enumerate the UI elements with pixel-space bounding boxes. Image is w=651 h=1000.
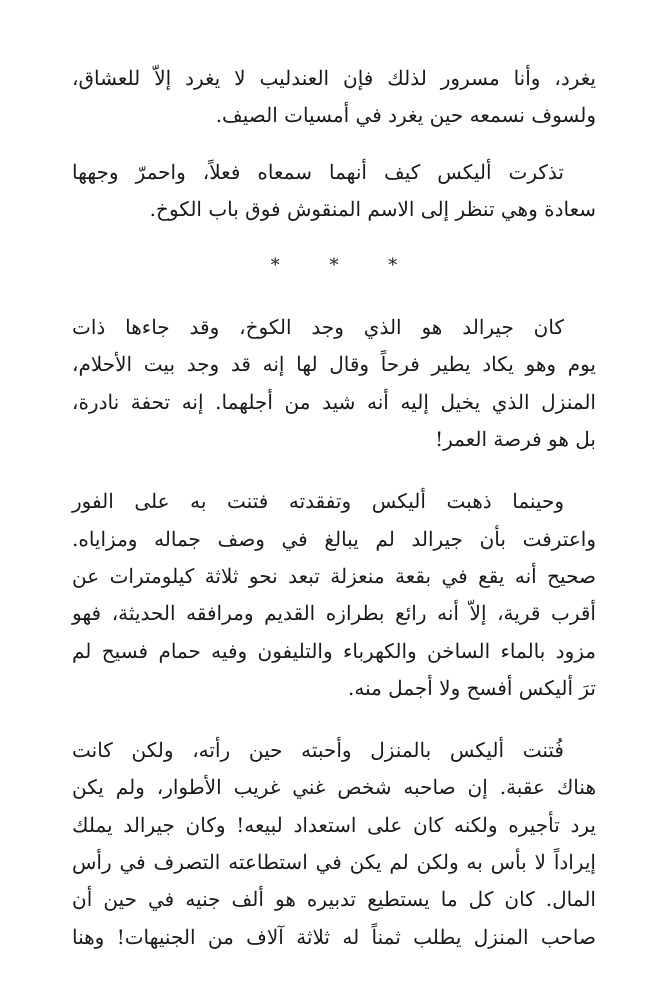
paragraph-5	[72, 732, 596, 956]
text-line: صاحب المنزل يطلب ثمناً له ثلاثة آلاف من الجنيهات! وهنا	[72, 924, 596, 949]
text-line: يغرد، وأنا مسرور لذلك فإن العندليب لا يغرد إلاّ للعشاق،	[72, 66, 596, 90]
text-line: ولسوف نسمعه حين يغرد في أمسيات الصيف.	[215, 103, 596, 128]
paragraph-2	[72, 154, 596, 229]
text-line: إيراداً لا بأس به ولكن لم يكن في استطاعته التصرف في رأس	[72, 850, 596, 875]
text-line: المال. كان كل ما يستطيع تدبيره هو ألف جنيه في حين أن	[72, 887, 596, 912]
text-line: مزود بالماء الساخن والكهرباء والتليفون وفيه حمام فسيح لم	[72, 638, 596, 663]
text-line: يوم وهو يكاد يطير فرحاً وقال لها إنه قد وجد بيت الأحلام،	[72, 352, 596, 377]
text-line: يرد تأجيره ولكنه كان على استعداد لبيعه! وكان جيرالد يملك	[72, 812, 596, 837]
text-line: سعادة وهي تنظر إلى الاسم المنقوش فوق باب الكوخ.	[149, 196, 596, 221]
text-line: ترَ أليكس أفسح ولا أجمل منه.	[347, 675, 596, 700]
text-line: تذكرت أليكس كيف أنهما سمعاه فعلاً، واحمرّ وجهها	[72, 159, 564, 184]
paragraph-4	[72, 483, 596, 707]
text-line: أقرب قرية، إلاّ أنه رائع بطرازه القديم ومرافقه الحديثة، فهو	[72, 601, 596, 626]
text-line: صحيح أنه يقع في بقعة منعزلة تبعد نحو ثلاثة كيلومترات عن	[72, 563, 596, 588]
book-page	[72, 60, 596, 956]
text-line: وحينما ذهبت أليكس وتفقدته فتنت به على الفور	[72, 489, 564, 514]
paragraph-1	[72, 60, 596, 135]
paragraph-3	[72, 309, 596, 458]
text-line: فُتنت أليكس بالمنزل وأحبته حين رأته، ولكن كانت	[72, 738, 564, 763]
text-line: هناك عقبة. إن صاحبه شخص غني غريب الأطوار، ولم يكن	[72, 775, 596, 800]
text-line: واعترفت بأن جيرالد لم يبالغ في وصف جماله ومزاياه.	[72, 526, 596, 551]
section-divider: * * *	[270, 255, 420, 277]
text-line: بل هو فرصة العمر!	[435, 427, 596, 452]
text-line: المنزل الذي يخيل إليه أنه شيد من أجلهما. إنه تحفة نادرة،	[72, 389, 596, 414]
text-line: كان جيرالد هو الذي وجد الكوخ، وقد جاءها ذات	[72, 315, 564, 340]
